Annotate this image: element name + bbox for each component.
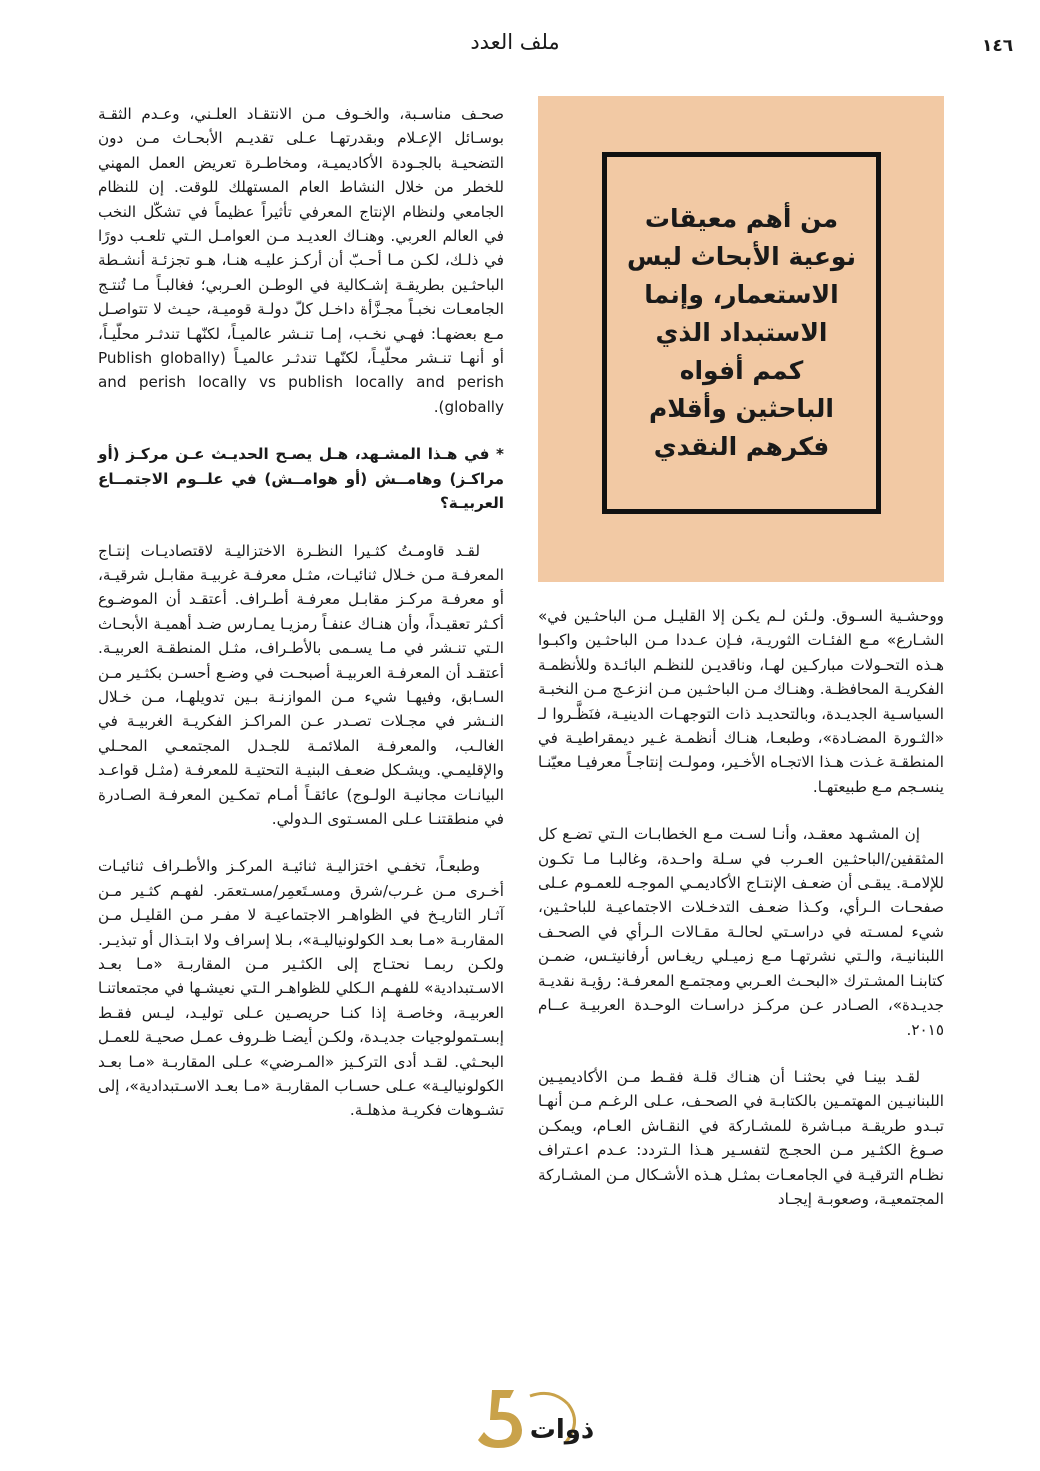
logo-text: ذوات: [529, 1415, 595, 1445]
magazine-logo: [470, 1382, 610, 1452]
left-paragraph-2: لقـد قاومـتُ كثـيرا النظـرة الاختزاليـة لاقتصاديـات إنتـاج المعرفـة مـن خـلال ثنائيـات، مثـل معرفـة غربيـة مقابـل شرقيـة، أو معرفـة مركـز مقابـل معرفـة أطـراف. أعتقـد أن الموضـوع أكـثر تعقيـداً، وأن هنـاك عنفـاً رمزيـا يمـارس ضـد أهميـة الأبحـاث الـتي تنـشر في مـا يسـمى بالأطـراف، مثـل المنطقـة العربيـة. أعتقـد أن المعرفـة العربيـة أصبحـت في وضـع أحسـن بكثـير مـن السـابق، وفيهـا شيء مـن الموازنـة بـين تدويلهـا، مـن خـلال النـشر في مجـلات تصـدر عـن المراكـز الفكريـة الغربيـة في الغالـب، والمعرفـة الملائمـة للجـدل المجتمعـي المحـلي والإقليمـي. ويشـكل ضعـف البنيـة التحتيـة للمعرفـة (مثـل قواعـد البيانـات مجانيـة الولـوج) عائقـاً أمـام تمكـين المعرفـة الصـادرة في منطقتنـا عـلى المسـتوى الـدولي.: [98, 541, 504, 828]
right-paragraph-3: لقـد بينـا في بحثنـا أن هنـاك قلـة فقـط مـن الأكاديميـين اللبنانيـين المهتمـين بالكتابـة في الصحـف، عـلى الرغـم مـن أنهـا تبـدو طريقـة مبـاشرة للمشـاركة في النقـاش العـام، ويمكـن صـوغ الكثـير مـن الحجـج لتفسـير هـذا الـتردد: عـدم اعـتراف نظـام الترقيـة في الجامعـات بمثـل هـذه الأشـكال مـن المشـاركة المجتمعيـة، وصعوبـة إيجـاد: [538, 1067, 944, 1208]
pull-quote-box: [538, 96, 944, 582]
left-paragraph-1: صحـف مناسـبة، والخـوف مـن الانتقـاد العلـني، وعـدم الثقـة بوسـائل الإعـلام وبقدرتهـا عـلى تقديـم الأبحـاث مـن دون التضحيـة بالجـودة الأكاديميـة، ومخاطـرة تعريض العمل المهني للخطر من خلال النشاط العام المستهلك للوقت. إن للنظام الجامعي ولنظام الإنتاج المعرفي تأثيراً عظيماً في تشكّل النخب في العالم العربي. وهنـاك العديـد مـن العوامـل الـتي تلعـب دورًا في ذلـك، لكـن مـا أحـبّ أن أركـز عليـه هنـا، هـو تجزئـة أنشـطة الباحثـين بطريقـة إشـكالية في الوطـن العـربي؛ فغالبـاً مـا تُنتـج الجامعـات نخبـاً مجـزَّأة داخـل كلّ دولـة قوميـة، حيـث لا تتواصـل مـع بعضهـا: فهـي نخـب، إمـا تنـشر عالميـاً، لكنّهـا تندثـر محلّيـاً، أو أنهـا تنـشر محلّيـاً، لكنّهـا تندثـر عالميـاً (Publish globally and perish locally vs publish locally and perish globally).: [98, 105, 504, 416]
page-number: ١٤٦: [982, 36, 1014, 56]
right-column: [538, 604, 944, 1234]
left-column: [98, 102, 504, 1146]
section-title: ملف العدد: [470, 30, 560, 54]
logo-icon: [470, 1382, 610, 1452]
interview-question: * في هـذا المشـهد، هـل يصـح الحديـث عـن مركـز (أو مراكـز) وهامــش (أو هوامــش) في علــوم الاجتمــاع العربيـة؟: [98, 445, 504, 513]
right-paragraph-2: إن المشـهد معقـد، وأنـا لسـت مـع الخطابـات الـتي تضـع كل المثقفين/الباحثـين العـرب في سـلة واحـدة، وغالبـا مـا تكـون للإلامـة. يبقـى أن ضعـف الإنتـاج الأكاديمـي الموجـه للعمـوم عـلى صفحـات الـرأي، وكـذا ضعـف التدخـلات الاجتماعيـة للباحثـين، شيء لمسـته في دراسـتي لحالـة مقـالات الـرأي في الصحـف اللبنانيـة، والـتي نشرتهـا مـع زميـلي ريغـاس أرفانيتـس، ضمـن كتابنـا المشـترك «البحـث العـربي ومجتمـع المعرفـة: رؤيـة نقديـة جديـدة»، الصـادر عـن مركـز دراسـات الوحـدة العربيـة عــام ٢٠١٥.: [538, 825, 944, 1039]
pull-quote-text: من أهم معيقات نوعية الأبحاث ليس الاستعمار، وإنما الاستبداد الذي كمم أفواه الباحثين وأقلام فكرهم النقدي: [627, 204, 856, 461]
left-paragraph-3: وطبعـاً، تخفـي اختزاليـة ثنائيـة المركـز والأطـراف ثنائيـات أخـرى مـن غـرب/شرق ومسـتَعمِر/مسـتعمَر. لفهـم كثـير مـن آثـار التاريـخ في الظواهـر الاجتماعيـة لا مفـر مـن القليـل مـن المقاربـة «مـا بعـد الكولونياليـة»، بـلا إسراف ولا ابتـذال أو تبذيـر. ولكـن ربمـا نحتـاج إلى الكثـير مـن المقاربـة «مـا بعـد الاسـتبدادية» للفهـم الـكلي للظواهـر الـتي نعيشـها في مجتمعاتنـا العربيـة، وخاصـة إذا كنـا حريصـين عـلى توليـد، ليـس فقـط إبسـتمولوجيات جديـدة، ولكـن أيضـا ظـروف عمـل صحيـة للعمـل البحـثي. لقـد أدى التركـيز «المـرضي» عـلى المقاربـة «مـا بعـد الكولونياليـة» عـلى حسـاب المقاربـة «مـا بعـد الاسـتبدادية»، إلى تشـوهات فكريـة مذهلـة.: [98, 857, 504, 1120]
pull-quote-frame: [602, 152, 881, 514]
right-paragraph-1: ووحشـية السـوق. ولـئن لـم يكـن إلا القليـل مـن الباحثـين في» الشـارع» مـع الفئـات الثوريـة، فـإن عـددا مـن الباحثـين واكبـوا هـذه التحـولات مباركـين لهـا، وناقديـن للنظـم البائـدة وللأنظمـة الفكريـة المحافظـة. وهنـاك مـن الباحثـين مـن انزعـج مـن النخبـة السياسـية الجديـدة، وبالتحديـد ذات التوجهـات الدينيـة، فنَظَّـروا لـ «الثـورة المضـادة»، وطبعـا، هنـاك أنظمـة غـير ديمقراطيـة في المنطقـة غـذت هـذا الاتجـاه الأخـير، ومولـت إنتاجـاً معرفيـا معيّنـا ينسـجم مـع طبيعتهـا.: [538, 607, 944, 796]
